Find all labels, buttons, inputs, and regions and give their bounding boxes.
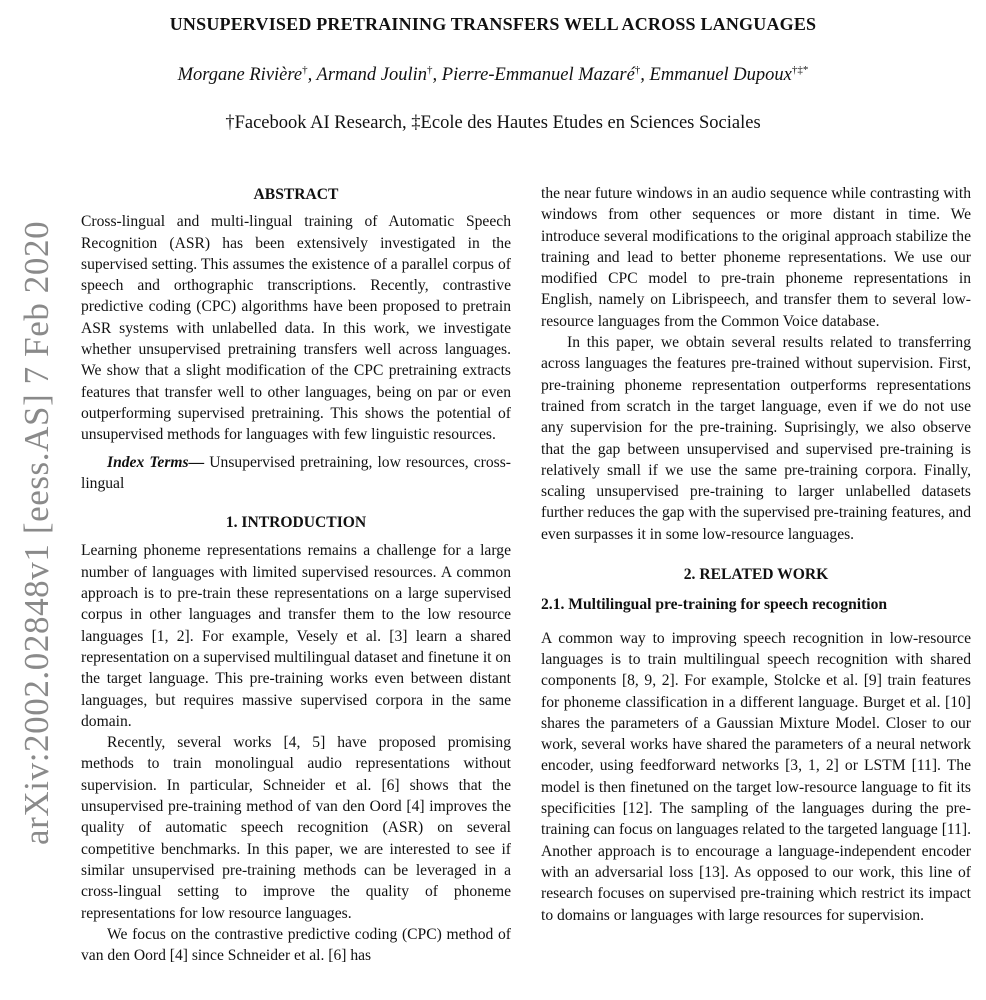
author-3: Pierre-Emmanuel Mazaré†, [441,64,650,85]
abstract-text: Cross-lingual and multi-lingual training of Automatic Speech Recognition (ASR) has been extensively investigated in the supervised setting. This assumes the existence of a parallel corpus of speech and orthographic transcriptions. Recently, contrastive predictive coding (CPC) algorithms have been proposed to pretrain ASR systems with unlabelled data. In this work, we investigate whether unsupervised pretraining transfers well across languages. We show that a slight modification of the CPC pretraining extracts features that transfer well to other languages, being on par or even outperforming supervised pretraining. This shows the potential of unsupervised methods for languages with few linguistic resources. [81,213,511,444]
right-column [541,183,971,926]
author-list [0,64,986,86]
left-column [81,184,511,966]
intro-paragraph-2: Recently, several works [4, 5] have proposed promising methods to train monolingual audio representations without supervision. In particular, Schneider et al. [6] shows that the unsupervised pre-training method of van den Oord [4] improves the quality of automatic speech recognition (ASR) on several competitive benchmarks. In this paper, we are interested to see if similar unsupervised pre-training methods can be leveraged in a cross-lingual setting to improve the quality of phoneme representations for low resource languages. [81,734,511,922]
paper-title: UNSUPERVISED PRETRAINING TRANSFERS WELL ACROSS LANGUAGES [169,14,817,34]
related-work-subheading: 2.1. Multilingual pre-training for speech recognition [541,596,888,614]
author-2: Armand Joulin†, [316,64,442,85]
affiliations: †Facebook AI Research, ‡Ecole des Hautes Etudes en Sciences Sociales [225,113,761,133]
index-terms-text: Unsupervised pretraining, low resources, cross-lingual [81,453,512,492]
related-work-heading: 2. RELATED WORK [683,566,829,584]
author-4: Emmanuel Dupoux†‡* [649,64,809,85]
abstract-heading: ABSTRACT [253,186,339,203]
arxiv-identifier: arXiv:2002.02848v1 [eess.AS] 7 Feb 2020 [17,220,56,845]
index-terms [81,452,511,495]
intro-paragraph-1: Learning phoneme representations remains a challenge for a large number of languages with limited supervised resources. A common approach is to pre-train these representations on a large supervised corpus in other languages and transfer them to the low resource languages [1, 2]. For example, Vesely et al. [3] learn a shared representation on a supervised multilingual dataset and finetune it on the target language. This pre-training works even between distant languages, but requires massive supervised corpora in the same domain. [81,542,512,730]
introduction-heading: 1. INTRODUCTION [225,514,367,532]
related-work-paragraph-1: A common way to improving speech recognition in low-resource languages is to train multilingual speech recognition with shared components [8, 9, 2]. For example, Stolcke et al. [9] train features for phoneme classification in a different language. Burget et al. [10] shares the parameters of a Gaussian Mixture Model. Closer to our work, several works have shared the parameters of a neural network encoder, using feedforward networks [3, 1, 2] or LSTM [11]. The model is then finetuned on the target low-resource language to fit its specificities [12]. The sampling of the languages during the pre-training can focus on languages related to the targeted language [11]. Another approach is to encourage a language-independent encoder with an adversarial loss [13]. As opposed to our work, this line of research focuses on supervised pre-training which restrict its impact to domains or languages with large resources for supervision. [541,629,971,924]
index-terms-label: Index Terms— [107,453,205,471]
intro-paragraph-3: We focus on the contrastive predictive coding (CPC) method of van den Oord [4] since Schneider et al. [6] has [81,925,511,965]
author-1: Morgane Rivière†, [177,64,317,85]
arxiv-stamp [4,190,64,850]
intro-paragraph-3-continued: the near future windows in an audio sequence while contrasting with windows from other sequences or more distant in time. We introduce several modifications to the original approach stabilize the training and lead to better phoneme representations. We use our modified CPC model to pre-train phoneme representations in English, namely on Librispeech, and transfer them to several low-resource languages from the Common Voice database. [541,185,971,330]
intro-paragraph-4: In this paper, we obtain several results related to transferring across languages the features pre-trained without supervision. First, pre-training phoneme representation outperforms representations trained from scratch in the target language, even if we do not use any supervision for the pre-training. Suprisingly, we also observe that the gap between unsupervised and supervised pre-training is relatively small if we use the same pre-training corpora. Finally, scaling unsupervised pre-training to larger unlabelled datasets further reduces the gap with the supervised pre-training features, and even surpasses it in some low-resource languages. [541,334,971,543]
